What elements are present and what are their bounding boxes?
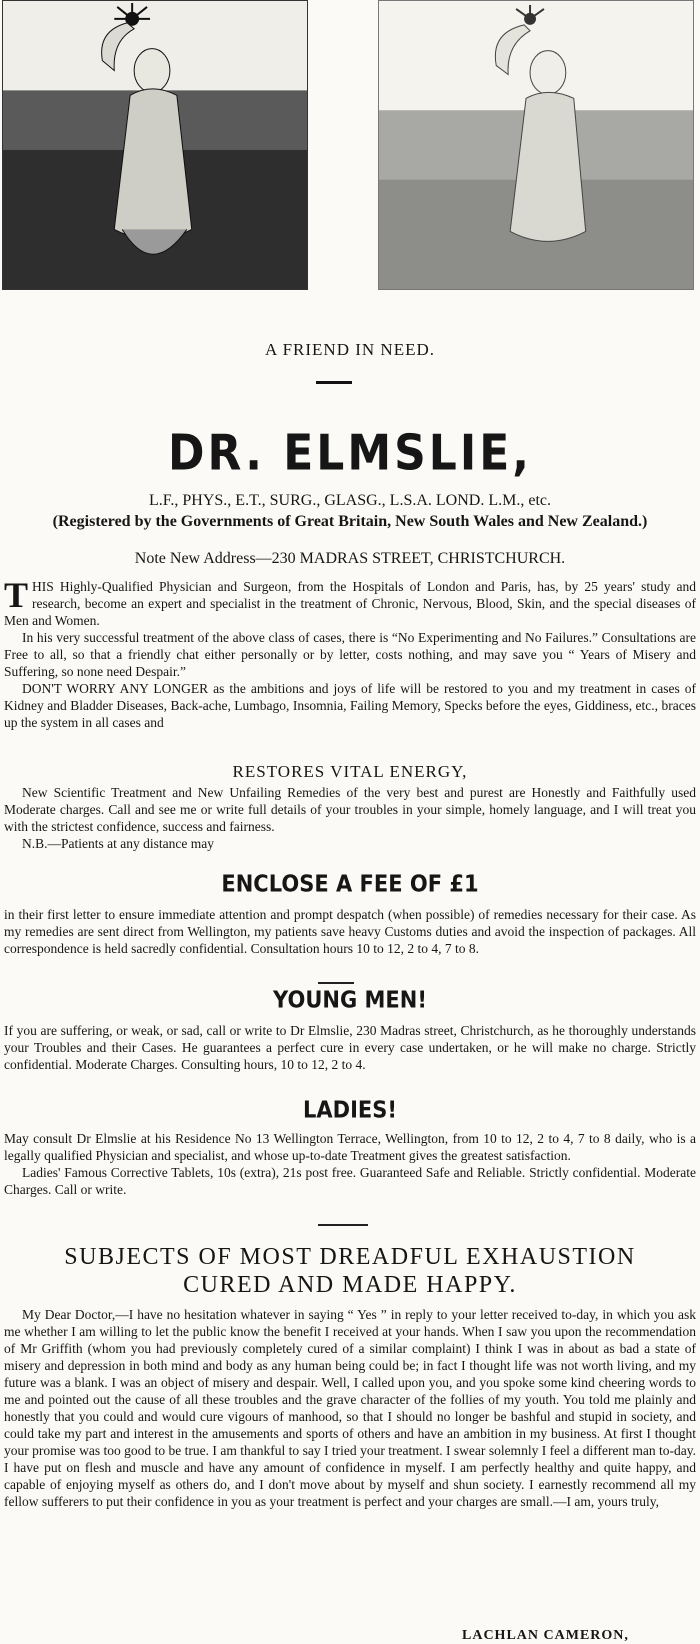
restores-heading: RESTORES VITAL ENERGY,: [232, 762, 468, 781]
woman-with-star-icon: [3, 1, 307, 289]
divider: [318, 1224, 368, 1226]
illustration-left: [2, 0, 308, 290]
intro-paragraph: [4, 575, 696, 629]
nb-paragraph: N.B.—Patients at any distance may: [22, 836, 214, 851]
fee-section: [4, 906, 696, 957]
no-failures-paragraph: In his very successful treatment of the above class of cases, there is “No Experimenting and No Failures.” Consultations are Free to all, so that a friendly chat either personally or by letter, costs nothing, and may save you “ Years of Misery and Suffering, so none need Despair.”: [4, 630, 696, 679]
divider: [316, 381, 352, 384]
young-men-section: [4, 1022, 696, 1073]
ladies-paragraph: May consult Dr Elmslie at his Residence No 13 Wellington Terrace, Wellington, from 10 to 12, 2 to 4, 7 to 8 daily, who is a legally qualified Physician and specialist, and whose up-to-date Treatment gives the greatest satisfaction.: [4, 1131, 696, 1163]
testimonial-letter-section: [4, 1306, 696, 1510]
young-men-heading: YOUNG MEN!: [273, 986, 427, 1014]
dont-worry-paragraph: DON'T WORRY ANY LONGER as the ambitions and joys of life will be restored to you and my treatment in cases of Kidney and Bladder Diseases, Back-ache, Lumbago, Insomnia, Failing Memory, Specks before the eyes, Giddiness, etc., braces up the system in all cases and: [4, 681, 696, 730]
fee-paragraph: in their first letter to ensure immediate attention and prompt despatch (when possible) of remedies necessary for their case. As my remedies are sent direct from Wellington, my patients save heavy Customs duties and avoid the inspection of packages. All correspondence is held sacredly confidential. Consultation hours 10 to 12, 2 to 4, 7 to 8.: [4, 907, 696, 956]
tablets-paragraph: Ladies' Famous Corrective Tablets, 10s (extra), 21s post free. Guaranteed Safe and Reliable. Strictly confidential. Moderate Charges. Call or write.: [4, 1165, 696, 1197]
address: Note New Address—230 MADRAS STREET, CHRISTCHURCH.: [134, 550, 566, 567]
intro-text: HIS Highly-Qualified Physician and Surgeon, from the Hospitals of London and Paris, has, by 25 years' study and research, become an expert and specialist in the treatment of Chronic, Nervous, Blood, Skin, and the special diseases of Men and Women.: [4, 579, 696, 628]
intro-section: [4, 575, 696, 731]
signature: LACHLAN CAMERON,: [462, 1628, 629, 1643]
dropcap: T: [4, 575, 29, 615]
ladies-heading: LADIES!: [303, 1096, 397, 1124]
testimonial-heading-line1: SUBJECTS OF MOST DREADFUL EXHAUSTION: [64, 1244, 636, 1270]
ladies-section: [4, 1130, 696, 1198]
illustration-right: [378, 0, 694, 290]
testimonial-heading-line2: CURED AND MADE HAPPY.: [183, 1272, 517, 1298]
restores-paragraph: New Scientific Treatment and New Unfailing Remedies of the very best and purest are Honestly and Faithfully used Moderate charges. Call and see me or write full details of your troubles in your simple, homely language, and I will treat you with the strictest confidence, success and fairness.: [4, 785, 696, 834]
woman-with-star-faded-icon: [379, 1, 693, 289]
registration-note: (Registered by the Governments of Great Britain, New South Wales and New Zealand.): [52, 513, 648, 530]
testimonial-letter: My Dear Doctor,—I have no hesitation whatever in saying “ Yes ” in reply to your letter received to-day, in which you ask me whether I am willing to let the public know the benefit I received at your hands. When I saw you upon the recommendation of Mr Griffith (whom you had previously completely cured of a similar complaint) I think I was in about as bad a state of misery and depression in both mind and body as any human being could be; in fact I thought life was not worth living, and my future was a blank. I was an object of misery and despair. Well, I called upon you, and you spoke some kind cheering words to me and pointed out the cause of all these troubles and the grave character of the follies of my youth. You told me plainly and honestly that you could and would cure vigours of manhood, so that I should no longer be bashful and stupid in society, and could take my part and interest in the amusements and sports of others and have an ambition in my business. At first I thought your promise was too good to be true. I am thankful to say I tried your treatment. I swear solemnly I feel a different man to-day. I have put on flesh and muscle and have any amount of confidence in myself. I am perfectly healthy and quite happy, and capable of enjoying myself as others do, and I don't move about by myself and shun society. I earnestly recommend all my fellow sufferers to put their confidence in you as your treatment is perfect and your charges are small.—I am, yours truly,: [4, 1307, 696, 1509]
young-men-paragraph: If you are suffering, or weak, or sad, call or write to Dr Elmslie, 230 Madras street, Christchurch, as he thoroughly understands your Troubles and their Cases. He guarantees a perfect cure in every case undertaken, or he will make no charge. Strictly confidential. Moderate Charges. Consulting hours, 10 to 12, 2 to 4.: [4, 1023, 696, 1072]
restores-section: [4, 784, 696, 852]
divider: [318, 982, 354, 984]
fee-heading: ENCLOSE A FEE OF £1: [221, 870, 479, 898]
doctor-name: DR. ELMSLIE,: [167, 424, 532, 483]
tagline: A FRIEND IN NEED.: [265, 340, 435, 359]
qualifications: L.F., PHYS., E.T., SURG., GLASG., L.S.A. LOND. L.M., etc.: [149, 492, 551, 509]
